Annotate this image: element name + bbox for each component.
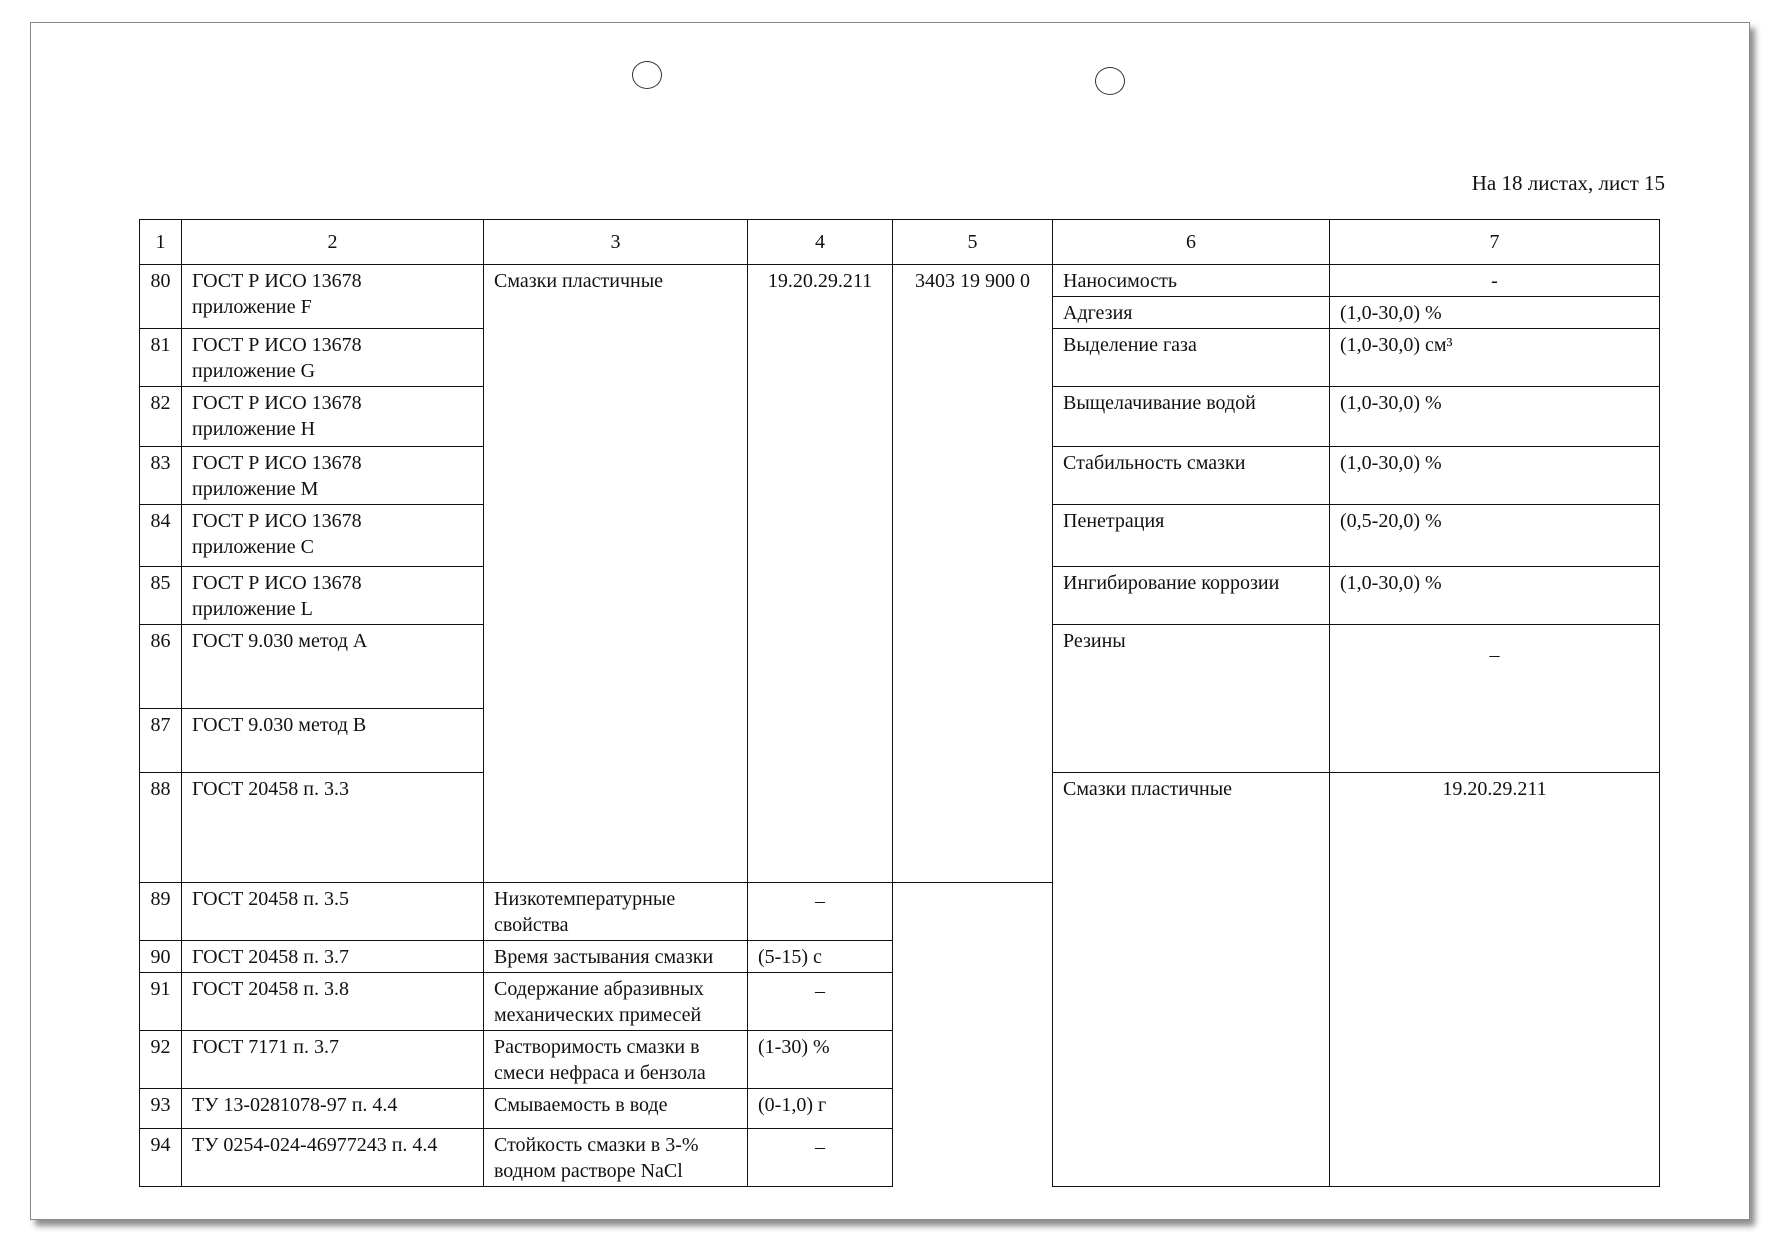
range-cell: (1-30) % bbox=[748, 1031, 893, 1089]
row-number: 87 bbox=[140, 709, 182, 773]
row-number: 90 bbox=[140, 941, 182, 973]
characteristic-cell: Адгезия bbox=[1053, 297, 1330, 329]
range-cell: – bbox=[748, 973, 893, 1031]
method-cell: ГОСТ 9.030 метод А bbox=[182, 625, 484, 709]
method-cell: ГОСТ 20458 п. 3.3 bbox=[182, 773, 484, 883]
row-number: 83 bbox=[140, 447, 182, 505]
document-sheet bbox=[30, 22, 1750, 1220]
characteristic-cell: Ингибирование коррозии bbox=[1053, 567, 1330, 625]
object-cell: Смазки пластичные bbox=[484, 265, 748, 883]
method-cell: ГОСТ Р ИСО 13678 приложение M bbox=[182, 447, 484, 505]
range-cell: - bbox=[1330, 265, 1660, 297]
accreditation-table bbox=[139, 219, 1660, 1187]
characteristic-cell: Выделение газа bbox=[1053, 329, 1330, 387]
range-cell: (1,0-30,0) % bbox=[1330, 297, 1660, 329]
punch-hole-right bbox=[1095, 67, 1125, 95]
range-cell: (1,0-30,0) см³ bbox=[1330, 329, 1660, 387]
method-cell: ГОСТ Р ИСО 13678 приложение H bbox=[182, 387, 484, 447]
row-number: 85 bbox=[140, 567, 182, 625]
column-header: 3 bbox=[484, 220, 748, 265]
row-number: 91 bbox=[140, 973, 182, 1031]
column-header: 6 bbox=[1053, 220, 1330, 265]
method-cell: ГОСТ 20458 п. 3.8 bbox=[182, 973, 484, 1031]
column-number-row bbox=[140, 220, 1660, 265]
sheet-counter: На 18 листах, лист 15 bbox=[1471, 171, 1665, 195]
method-cell: ГОСТ 9.030 метод В bbox=[182, 709, 484, 773]
table-row bbox=[140, 265, 1660, 297]
method-cell: ГОСТ Р ИСО 13678 приложение F bbox=[182, 265, 484, 329]
row-number: 93 bbox=[140, 1089, 182, 1129]
range-cell: (0-1,0) г bbox=[748, 1089, 893, 1129]
range-cell: (1,0-30,0) % bbox=[1330, 447, 1660, 505]
code-okpd-cell: – bbox=[1330, 625, 1660, 773]
characteristic-cell: Наносимость bbox=[1053, 265, 1330, 297]
row-number: 92 bbox=[140, 1031, 182, 1089]
characteristic-cell: Смываемость в воде bbox=[484, 1089, 748, 1129]
range-cell: – bbox=[748, 883, 893, 941]
method-cell: ТУ 0254-024-46977243 п. 4.4 bbox=[182, 1129, 484, 1187]
characteristic-cell: Низкотемпературные свойства bbox=[484, 883, 748, 941]
object-cell: Смазки пластичные bbox=[1053, 773, 1330, 1187]
range-cell: (1,0-30,0) % bbox=[1330, 387, 1660, 447]
column-header: 4 bbox=[748, 220, 893, 265]
row-number: 94 bbox=[140, 1129, 182, 1187]
row-number: 80 bbox=[140, 265, 182, 329]
code-okpd-cell: 19.20.29.211 bbox=[1330, 773, 1660, 1187]
characteristic-cell: Пенетрация bbox=[1053, 505, 1330, 567]
row-number: 86 bbox=[140, 625, 182, 709]
characteristic-cell: Стойкость смазки в 3-% водном растворе NaCl bbox=[484, 1129, 748, 1187]
method-cell: ГОСТ Р ИСО 13678 приложение L bbox=[182, 567, 484, 625]
row-number: 88 bbox=[140, 773, 182, 883]
column-header: 7 bbox=[1330, 220, 1660, 265]
punch-hole-left bbox=[632, 61, 662, 89]
column-header: 1 bbox=[140, 220, 182, 265]
row-number: 84 bbox=[140, 505, 182, 567]
code-tnved-cell: 3403 19 900 0 bbox=[893, 265, 1053, 883]
row-number: 82 bbox=[140, 387, 182, 447]
object-cell: Резины bbox=[1053, 625, 1330, 773]
method-cell: ГОСТ 20458 п. 3.7 bbox=[182, 941, 484, 973]
characteristic-cell: Стабильность смазки bbox=[1053, 447, 1330, 505]
column-header: 2 bbox=[182, 220, 484, 265]
characteristic-cell: Содержание абразивных механических примесей bbox=[484, 973, 748, 1031]
row-number: 81 bbox=[140, 329, 182, 387]
method-cell: ГОСТ Р ИСО 13678 приложение C bbox=[182, 505, 484, 567]
method-cell: ГОСТ Р ИСО 13678 приложение G bbox=[182, 329, 484, 387]
row-number: 89 bbox=[140, 883, 182, 941]
range-cell: – bbox=[748, 1129, 893, 1187]
characteristic-cell: Время застывания смазки bbox=[484, 941, 748, 973]
characteristic-cell: Растворимость смазки в смеси нефраса и бензола bbox=[484, 1031, 748, 1089]
code-okpd-cell: 19.20.29.211 bbox=[748, 265, 893, 883]
method-cell: ГОСТ 20458 п. 3.5 bbox=[182, 883, 484, 941]
characteristic-cell: Выщелачивание водой bbox=[1053, 387, 1330, 447]
range-cell: (1,0-30,0) % bbox=[1330, 567, 1660, 625]
range-cell: (0,5-20,0) % bbox=[1330, 505, 1660, 567]
method-cell: ТУ 13-0281078-97 п. 4.4 bbox=[182, 1089, 484, 1129]
column-header: 5 bbox=[893, 220, 1053, 265]
method-cell: ГОСТ 7171 п. 3.7 bbox=[182, 1031, 484, 1089]
range-cell: (5-15) с bbox=[748, 941, 893, 973]
